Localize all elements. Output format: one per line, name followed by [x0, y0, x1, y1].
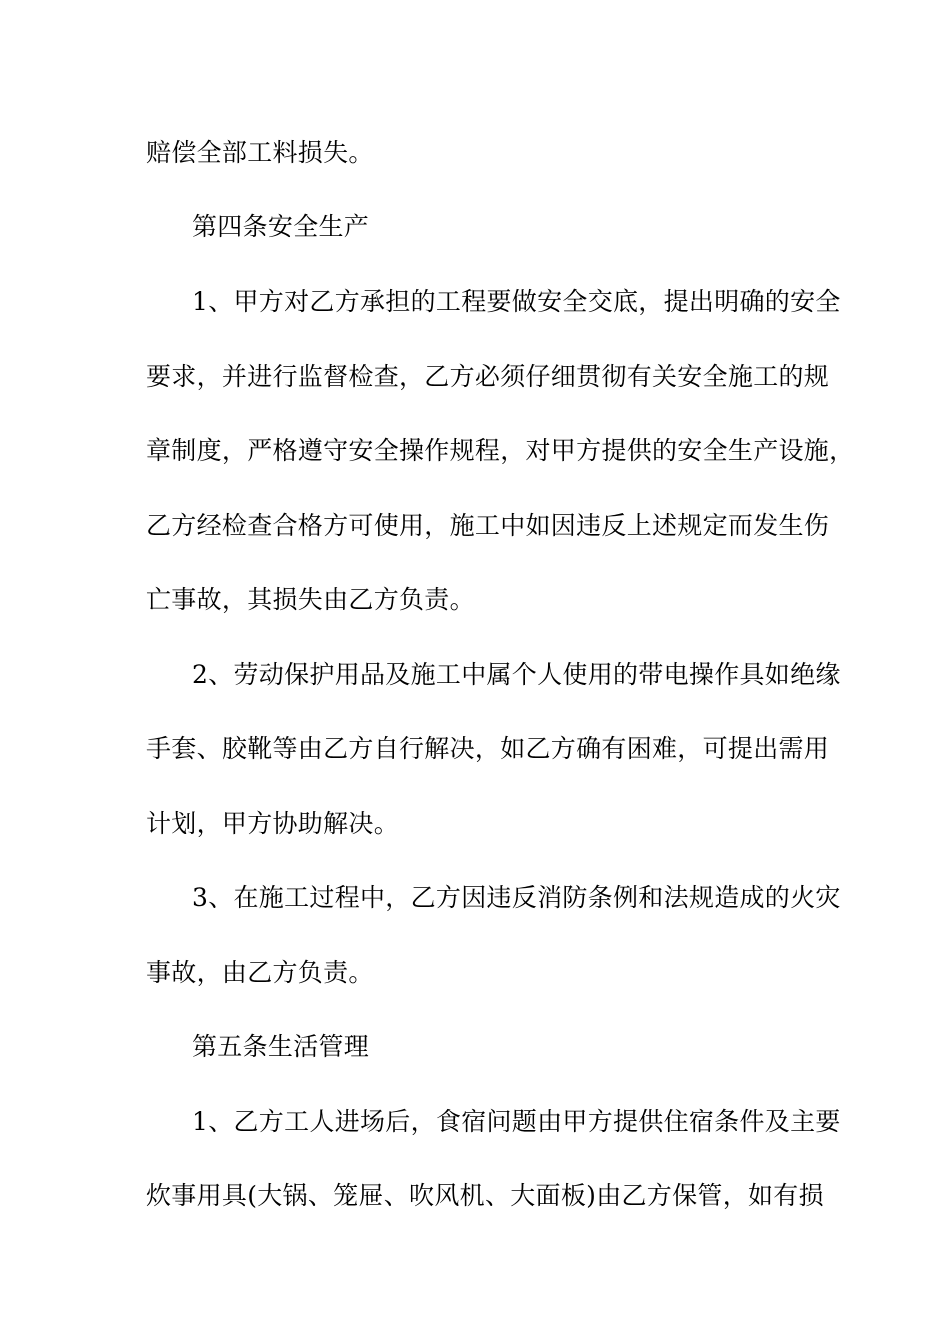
paragraph-line: 1、乙方工人进场后，食宿问题由甲方提供住宿条件及主要 [192, 1107, 841, 1136]
paragraph-line: 2、劳动保护用品及施工中属个人使用的带电操作具如绝缘 [192, 660, 841, 689]
paragraph-line: 3、在施工过程中，乙方因违反消防条例和法规造成的火灾 [192, 883, 841, 912]
paragraph-line: 章制度，严格遵守安全操作规程，对甲方提供的安全生产设施， [146, 436, 855, 465]
paragraph-line: 赔偿全部工料损失。 [146, 138, 374, 167]
paragraph-line: 手套、胶靴等由乙方自行解决，如乙方确有困难，可提出需用 [146, 734, 830, 763]
paragraph-line: 事故，由乙方负责。 [146, 958, 374, 987]
paragraph-line: 亡事故，其损失由乙方负责。 [146, 585, 475, 614]
section-heading: 第五条生活管理 [192, 1032, 370, 1061]
paragraph-line: 1、甲方对乙方承担的工程要做安全交底，提出明确的安全 [192, 287, 841, 316]
paragraph-line: 要求，并进行监督检查，乙方必须仔细贯彻有关安全施工的规 [146, 362, 830, 391]
section-heading: 第四条安全生产 [192, 212, 370, 241]
paragraph-line: 计划，甲方协助解决。 [146, 809, 400, 838]
paragraph-line: 炊事用具(大锅、笼屉、吹风机、大面板)由乙方保管，如有损 [146, 1181, 824, 1210]
paragraph-line: 乙方经检查合格方可使用，施工中如因违反上述规定而发生伤 [146, 511, 830, 540]
